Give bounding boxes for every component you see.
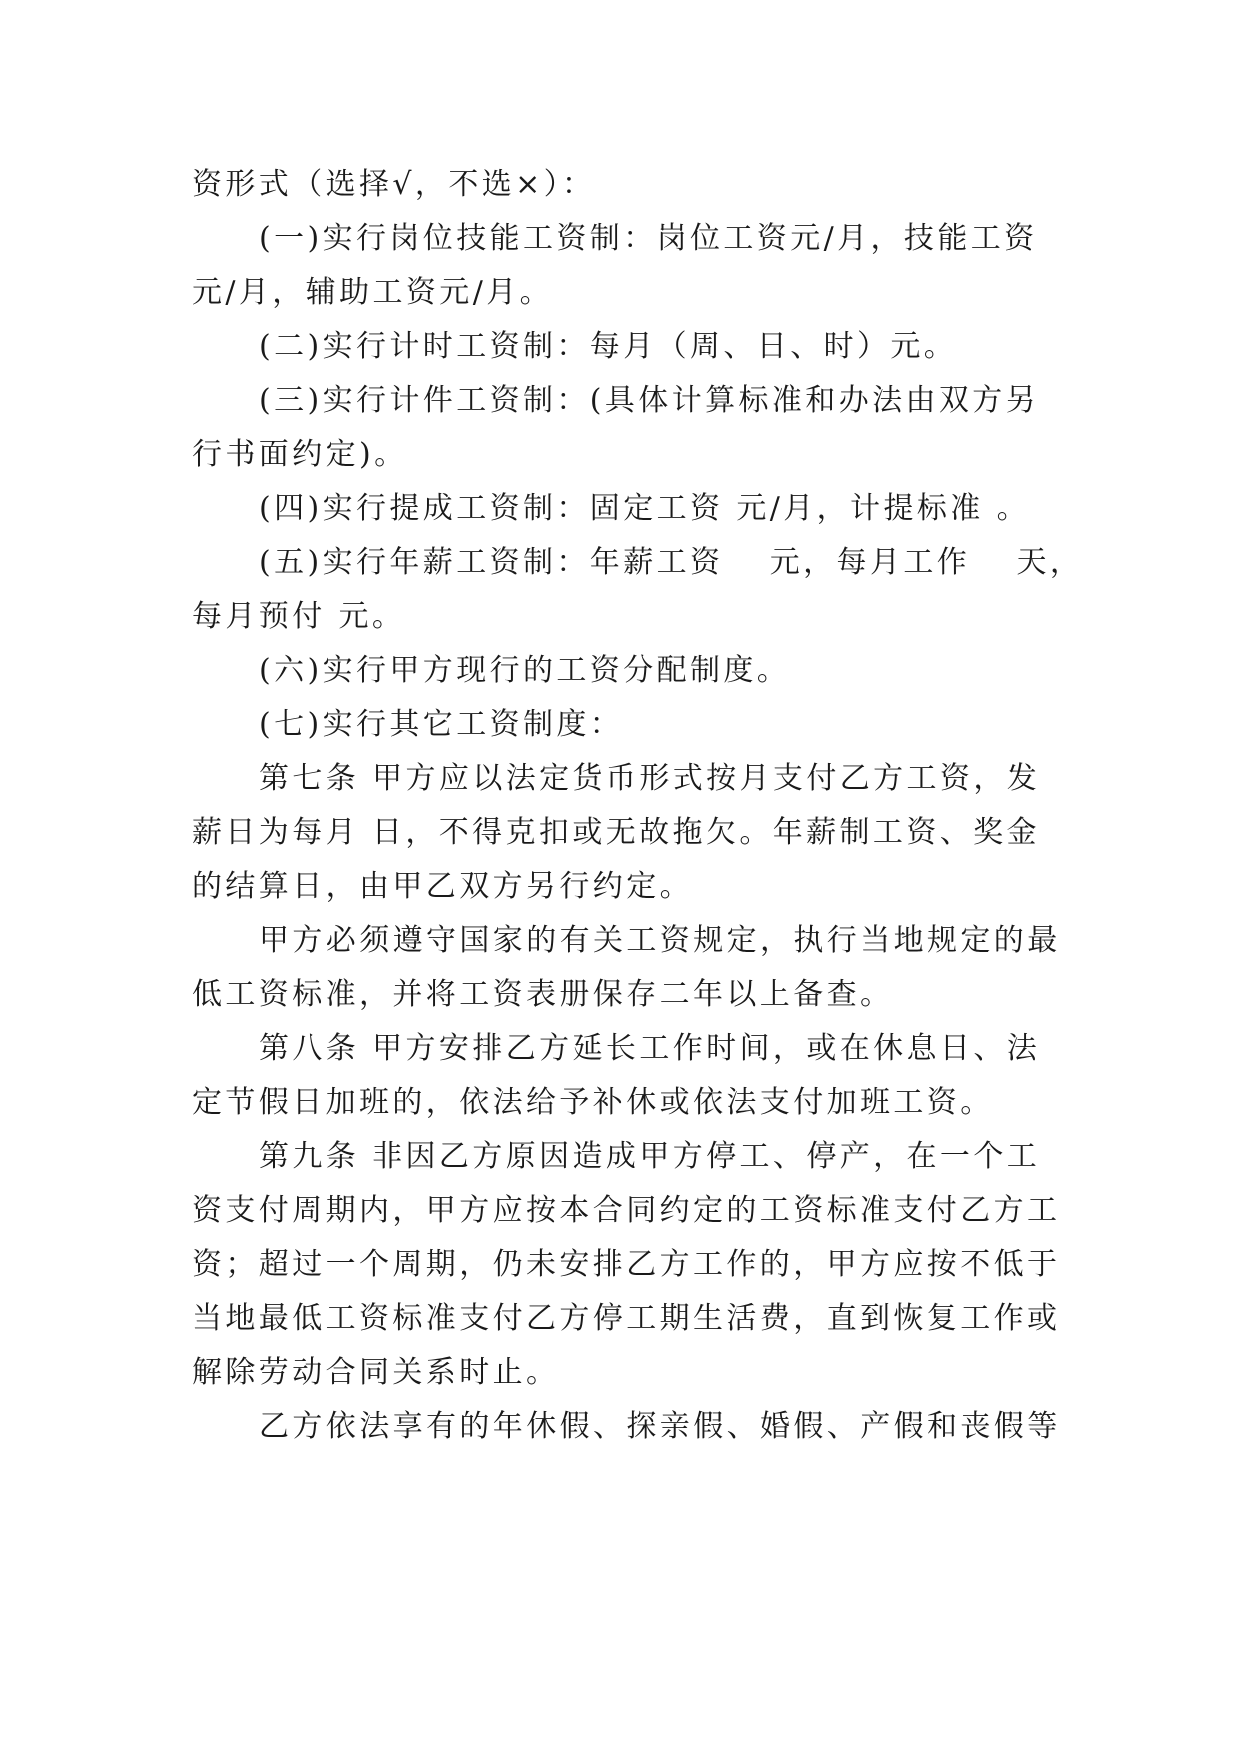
- text-line: (六)实行甲方现行的工资分配制度。: [259, 653, 791, 688]
- text-line: (三)实行计件工资制：(具体计算标准和办法由双方另: [259, 383, 1040, 418]
- text-line: 解除劳动合同关系时止。: [192, 1355, 560, 1390]
- text-line: (四)实行提成工资制：固定工资 元/月，计提标准 。: [259, 491, 1030, 526]
- text-line: 第七条 甲方应以法定货币形式按月支付乙方工资，发: [259, 761, 1041, 796]
- text-line: 甲方必须遵守国家的有关工资规定，执行当地规定的最: [259, 923, 1061, 958]
- text-line: 定节假日加班的，依法给予补休或依法支付加班工资。: [192, 1085, 994, 1120]
- text-line: (二)实行计时工资制：每月（周、日、时）元。: [259, 329, 958, 364]
- text-line: 低工资标准，并将工资表册保存二年以上备查。: [192, 977, 894, 1012]
- text-line: 第八条 甲方安排乙方延长工作时间，或在休息日、法: [259, 1031, 1041, 1066]
- text-line: (七)实行其它工资制度：: [259, 707, 624, 742]
- text-line: 乙方依法享有的年休假、探亲假、婚假、产假和丧假等: [259, 1409, 1061, 1444]
- text-line: 每月预付 元。: [192, 599, 406, 634]
- text-line: 资形式（选择√，不选×）：: [192, 167, 596, 202]
- text-line: 元/月，辅助工资元/月。: [192, 275, 554, 310]
- text-line: (五)实行年薪工资制：年薪工资 元，每月工作 天，: [259, 545, 1084, 580]
- text-line: 当地最低工资标准支付乙方停工期生活费，直到恢复工作或: [192, 1301, 1061, 1336]
- text-line: 薪日为每月 日，不得克扣或无故拖欠。年薪制工资、奖金: [192, 815, 1040, 850]
- text-line: 行书面约定)。: [192, 437, 408, 472]
- text-line: 第九条 非因乙方原因造成甲方停工、停产，在一个工: [259, 1139, 1041, 1174]
- text-line: 资支付周期内，甲方应按本合同约定的工资标准支付乙方工: [192, 1193, 1061, 1228]
- text-line: 的结算日，由甲乙双方另行约定。: [192, 869, 693, 904]
- text-line: (一)实行岗位技能工资制：岗位工资元/月，技能工资: [259, 221, 1038, 256]
- text-line: 资；超过一个周期，仍未安排乙方工作的，甲方应按不低于: [192, 1247, 1061, 1282]
- document-body: [192, 158, 1084, 1454]
